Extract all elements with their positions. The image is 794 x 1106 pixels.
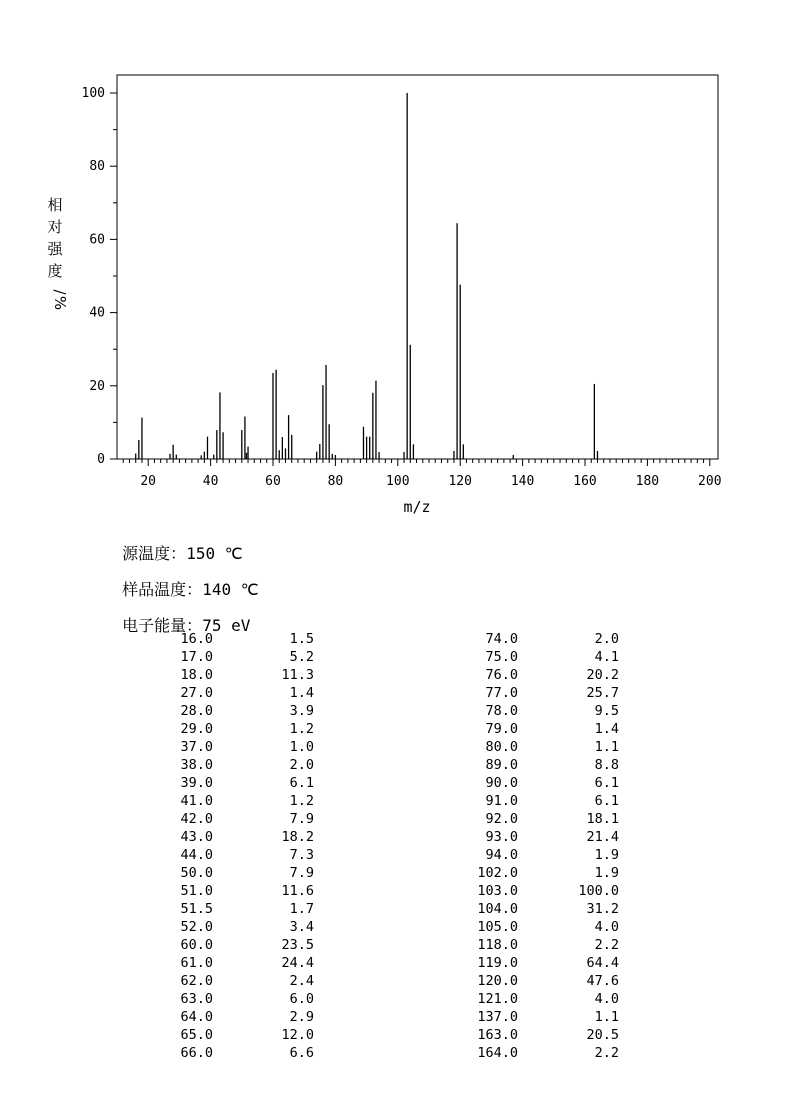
x-tick-label: 120 — [448, 474, 472, 489]
peak-mz: 50.0 — [180, 865, 213, 881]
peak-row — [455, 720, 625, 738]
peak-intensity: 2.2 — [594, 1045, 619, 1061]
peak-row — [150, 918, 320, 936]
peak-row — [150, 864, 320, 882]
peak-intensity: 2.0 — [289, 757, 314, 773]
peak-row — [150, 702, 320, 720]
y-tick-label: 60 — [89, 232, 105, 248]
x-tick-label: 60 — [265, 474, 281, 489]
peak-row — [150, 954, 320, 972]
peak-row — [455, 792, 625, 810]
electron-energy-value: 75 eV — [202, 616, 251, 635]
y-label-char: 强 — [47, 240, 63, 258]
peak-mz: 44.0 — [180, 847, 213, 863]
source-temperature-value: 150 ℃ — [186, 544, 243, 563]
peak-row — [150, 756, 320, 774]
peak-row — [455, 918, 625, 936]
peak-mz: 61.0 — [180, 955, 213, 971]
peak-intensity: 7.9 — [289, 865, 314, 881]
peak-mz: 64.0 — [180, 1009, 213, 1025]
peak-mz: 77.0 — [485, 685, 518, 701]
peak-row — [150, 810, 320, 828]
peak-mz: 43.0 — [180, 829, 213, 845]
peak-mz: 52.0 — [180, 919, 213, 935]
peak-row — [455, 630, 625, 648]
peak-intensity: 4.0 — [594, 919, 619, 935]
peak-intensity: 4.1 — [594, 649, 619, 665]
peak-mz: 51.0 — [180, 883, 213, 899]
peak-row — [150, 720, 320, 738]
x-tick-label: 200 — [698, 474, 722, 489]
source-temperature-label: 源温度： — [122, 544, 187, 563]
peak-mz: 42.0 — [180, 811, 213, 827]
peak-intensity: 1.1 — [594, 739, 619, 755]
peak-mz: 80.0 — [485, 739, 518, 755]
x-axis-ticks — [123, 459, 721, 489]
peak-intensity: 6.0 — [289, 991, 314, 1007]
peak-intensity: 11.6 — [281, 883, 314, 899]
peak-mz: 104.0 — [477, 901, 518, 917]
peak-mz: 63.0 — [180, 991, 213, 1007]
peak-mz: 37.0 — [180, 739, 213, 755]
peak-row — [150, 666, 320, 684]
peak-row — [150, 684, 320, 702]
peak-row — [455, 972, 625, 990]
peak-intensity: 64.4 — [586, 955, 619, 971]
plot-frame — [117, 75, 718, 459]
peak-mz: 17.0 — [180, 649, 213, 665]
x-axis-label: m/z — [403, 498, 431, 516]
peak-mz: 27.0 — [180, 685, 213, 701]
peak-intensity: 2.0 — [594, 631, 619, 647]
peak-row — [455, 702, 625, 720]
peak-intensity: 11.3 — [281, 667, 314, 683]
peak-mz: 118.0 — [477, 937, 518, 953]
peak-row — [455, 954, 625, 972]
peak-row — [455, 900, 625, 918]
peak-intensity: 8.8 — [594, 757, 619, 773]
peak-mz: 76.0 — [485, 667, 518, 683]
peak-intensity: 6.1 — [594, 793, 619, 809]
peak-intensity: 18.1 — [586, 811, 619, 827]
peak-mz: 18.0 — [180, 667, 213, 683]
peak-row — [455, 846, 625, 864]
peak-intensity: 7.9 — [289, 811, 314, 827]
y-tick-label: 80 — [89, 159, 105, 175]
x-tick-label: 40 — [202, 474, 219, 489]
peak-intensity: 1.0 — [289, 739, 314, 755]
peak-row — [455, 1044, 625, 1062]
peak-mz: 103.0 — [477, 883, 518, 899]
peak-mz: 92.0 — [485, 811, 518, 827]
peak-intensity: 2.9 — [289, 1009, 314, 1025]
peak-intensity: 20.2 — [586, 667, 619, 683]
peak-row — [455, 756, 625, 774]
mass-spectrum-chart — [0, 0, 794, 530]
peak-mz: 102.0 — [477, 865, 518, 881]
peak-intensity: 2.4 — [289, 973, 314, 989]
peak-row — [150, 990, 320, 1008]
x-tick-label: 100 — [386, 474, 410, 489]
x-tick-label: 180 — [635, 474, 660, 489]
peak-mz: 79.0 — [485, 721, 518, 737]
electron-energy-label: 电子能量： — [122, 616, 203, 635]
peak-intensity: 1.2 — [289, 793, 314, 809]
x-tick-label: 20 — [140, 474, 157, 489]
peak-row — [455, 936, 625, 954]
x-tick-label: 160 — [573, 474, 597, 489]
peak-intensity: 23.5 — [281, 937, 314, 953]
peak-mz: 51.5 — [180, 901, 213, 917]
sample-temperature-value: 140 ℃ — [202, 580, 259, 599]
peak-row — [150, 936, 320, 954]
peak-intensity: 1.9 — [594, 847, 619, 863]
peak-mz: 75.0 — [485, 649, 518, 665]
peak-mz: 163.0 — [477, 1027, 518, 1043]
peak-mz: 41.0 — [180, 793, 213, 809]
peak-intensity: 31.2 — [586, 901, 619, 917]
peak-row — [150, 1026, 320, 1044]
peak-row — [150, 828, 320, 846]
y-tick-label: 0 — [97, 452, 105, 467]
peak-intensity: 6.6 — [289, 1045, 314, 1061]
peak-intensity: 9.5 — [594, 703, 619, 719]
y-tick-label: 40 — [89, 305, 105, 321]
y-tick-label: 20 — [89, 378, 105, 394]
peak-row — [455, 864, 625, 882]
peak-intensity: 6.1 — [594, 775, 619, 791]
y-label-char: 度 — [47, 262, 63, 280]
peak-intensity: 1.1 — [594, 1009, 619, 1025]
peak-row — [150, 648, 320, 666]
peak-mz: 16.0 — [180, 631, 213, 647]
peak-mz: 60.0 — [180, 937, 213, 953]
peak-intensity: 1.5 — [289, 631, 314, 647]
peak-intensity: 4.0 — [594, 991, 619, 1007]
peak-intensity: 18.2 — [281, 829, 314, 845]
x-tick-label: 140 — [510, 474, 535, 489]
peak-intensity: 1.2 — [289, 721, 314, 737]
peak-row — [150, 882, 320, 900]
peak-mz: 66.0 — [180, 1045, 213, 1061]
peak-row — [455, 1008, 625, 1026]
peak-intensity: 1.4 — [594, 721, 619, 737]
peak-mz: 78.0 — [485, 703, 518, 719]
peak-mz: 90.0 — [485, 775, 518, 791]
peak-row — [150, 972, 320, 990]
peak-row — [150, 900, 320, 918]
peak-intensity: 12.0 — [281, 1027, 314, 1043]
peak-row — [455, 810, 625, 828]
peak-intensity: 47.6 — [586, 973, 619, 989]
y-label-char: % — [51, 295, 69, 311]
peak-mz: 105.0 — [477, 919, 518, 935]
peak-row — [455, 882, 625, 900]
peak-mz: 119.0 — [477, 955, 518, 971]
peak-mz: 39.0 — [180, 775, 213, 791]
y-label-char: 对 — [47, 218, 63, 236]
peak-intensity: 7.3 — [289, 847, 314, 863]
peak-row — [150, 792, 320, 810]
y-axis-label — [47, 196, 69, 310]
peak-intensity: 6.1 — [289, 775, 314, 791]
peak-intensity: 20.5 — [586, 1027, 619, 1043]
peak-row — [455, 666, 625, 684]
peak-row — [455, 1026, 625, 1044]
peak-intensity: 21.4 — [586, 829, 619, 845]
sample-temperature-label: 样品温度： — [122, 580, 203, 599]
peak-mz: 28.0 — [180, 703, 213, 719]
peak-row — [150, 774, 320, 792]
peak-row — [455, 684, 625, 702]
peak-intensity: 1.4 — [289, 685, 314, 701]
peak-mz: 137.0 — [477, 1009, 518, 1025]
peak-intensity: 100.0 — [578, 883, 619, 899]
peak-row — [150, 630, 320, 648]
peak-mz: 38.0 — [180, 757, 213, 773]
peak-mz: 164.0 — [477, 1045, 518, 1061]
y-label-char: / — [51, 289, 69, 295]
y-tick-label: 100 — [81, 86, 105, 101]
peak-row — [455, 738, 625, 756]
peak-mz: 65.0 — [180, 1027, 213, 1043]
peak-intensity: 3.9 — [289, 703, 314, 719]
peak-mz: 62.0 — [180, 973, 213, 989]
peak-intensity: 3.4 — [289, 919, 314, 935]
peak-mz: 89.0 — [485, 757, 518, 773]
peak-intensity: 5.2 — [289, 649, 314, 665]
peak-mz: 29.0 — [180, 721, 213, 737]
peak-table-right — [455, 630, 625, 1062]
x-tick-label: 80 — [327, 474, 344, 489]
y-axis-ticks — [82, 86, 117, 467]
spectrum-bars — [136, 93, 598, 459]
peak-mz: 121.0 — [477, 991, 518, 1007]
peak-table-left — [150, 630, 320, 1062]
peak-intensity: 24.4 — [281, 955, 314, 971]
peak-row — [455, 648, 625, 666]
peak-row — [455, 774, 625, 792]
peak-row — [455, 828, 625, 846]
peak-mz: 93.0 — [485, 829, 518, 845]
peak-row — [150, 1008, 320, 1026]
peak-mz: 91.0 — [485, 793, 518, 809]
peak-row — [150, 738, 320, 756]
peak-mz: 74.0 — [485, 631, 518, 647]
peak-row — [455, 990, 625, 1008]
peak-mz: 120.0 — [477, 973, 518, 989]
peak-intensity: 2.2 — [594, 937, 619, 953]
peak-intensity: 25.7 — [586, 685, 619, 701]
peak-row — [150, 846, 320, 864]
peak-mz: 94.0 — [485, 847, 518, 863]
peak-intensity: 1.7 — [289, 901, 314, 917]
peak-intensity: 1.9 — [594, 865, 619, 881]
peak-row — [150, 1044, 320, 1062]
y-label-char: 相 — [47, 196, 63, 214]
